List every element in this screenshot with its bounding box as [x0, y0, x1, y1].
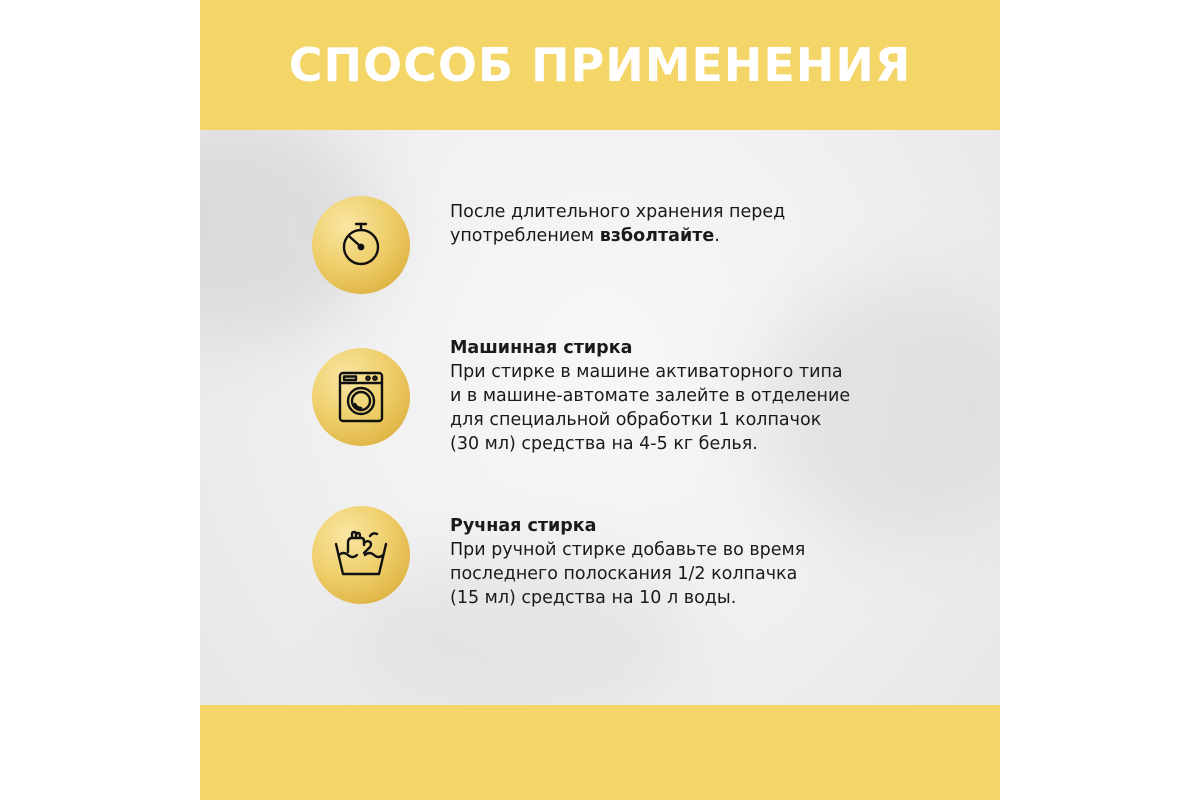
step-text-tail: . [714, 226, 720, 246]
step-text-line: (15 мл) средства на 10 л воды. [450, 588, 737, 608]
step-title: Машинная стирка [450, 338, 633, 358]
footer-banner [200, 705, 1000, 800]
step-text-line: и в машине-автомате залейте в отделение [450, 386, 851, 406]
washing-machine-icon [331, 367, 391, 427]
step-text-line: для специальной обработки 1 колпачок [450, 410, 822, 430]
step-text-line: последнего полоскания 1/2 колпачка [450, 564, 798, 584]
step-text-fragment: употреблением [450, 226, 595, 246]
step-shake-text [450, 200, 920, 248]
step-text-line: (30 мл) средства на 4-5 кг белья. [450, 434, 758, 454]
step-text-line: При стирке в машине активаторного типа [450, 362, 843, 382]
washing-machine-badge [312, 348, 410, 446]
step-bold-word: взболтайте [599, 226, 715, 246]
step-title: Ручная стирка [450, 516, 597, 536]
step-hand-wash-text [450, 514, 920, 610]
step-text-line: После длительного хранения перед [450, 202, 786, 222]
stopwatch-badge [312, 196, 410, 294]
step-machine-wash-text [450, 336, 920, 456]
step-text-line [450, 224, 920, 248]
hand-wash-icon [330, 524, 392, 586]
hand-wash-badge [312, 506, 410, 604]
stopwatch-icon [334, 218, 388, 272]
page-title: СПОСОБ ПРИМЕНЕНИЯ [288, 38, 912, 92]
instruction-card [200, 0, 1000, 800]
header-banner [200, 0, 1000, 130]
step-text-line: При ручной стирке добавьте во время [450, 540, 806, 560]
